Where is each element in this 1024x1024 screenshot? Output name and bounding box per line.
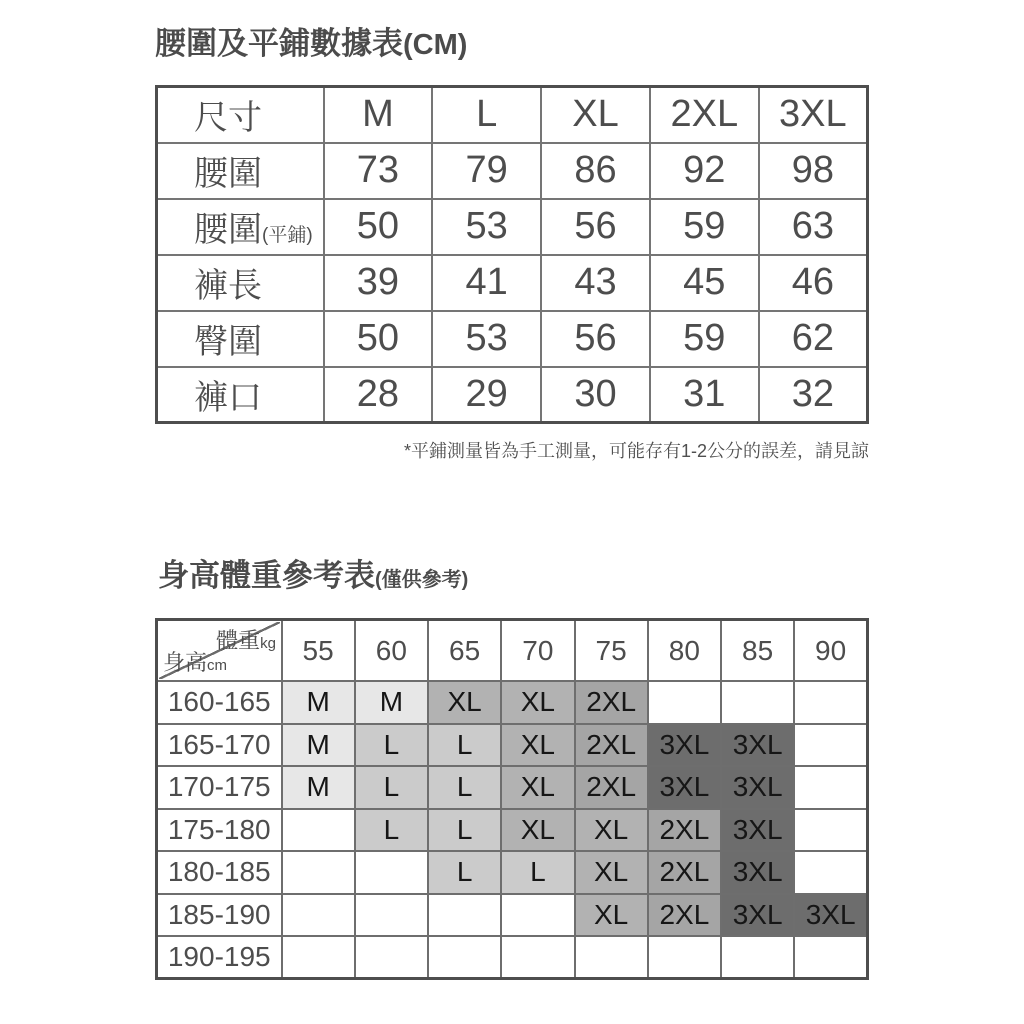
size-column-header: 2XL [650, 87, 759, 143]
size-column-header: M [324, 87, 433, 143]
recommended-size-cell: L [355, 766, 428, 809]
recommended-size-cell: L [355, 724, 428, 767]
empty-size-cell [428, 894, 501, 937]
empty-size-cell [794, 809, 867, 852]
height-row-label: 180-185 [157, 851, 282, 894]
empty-size-cell [282, 851, 355, 894]
measurement-value-cell: 59 [650, 311, 759, 367]
corner-cell [157, 620, 282, 682]
measurement-value-cell: 92 [650, 143, 759, 199]
empty-size-cell [428, 936, 501, 979]
height-row-label: 175-180 [157, 809, 282, 852]
recommended-size-cell: XL [501, 766, 574, 809]
recommended-size-cell: XL [501, 681, 574, 724]
measurement-value-cell: 56 [541, 311, 650, 367]
recommended-size-cell: 2XL [575, 724, 648, 767]
empty-size-cell [794, 681, 867, 724]
recommended-size-cell: L [501, 851, 574, 894]
measurement-value-cell: 62 [759, 311, 868, 367]
recommended-size-cell: 3XL [721, 809, 794, 852]
measurement-value-cell: 79 [432, 143, 541, 199]
measurement-value-cell: 86 [541, 143, 650, 199]
weight-column-header: 65 [428, 620, 501, 682]
diagonal-divider [159, 622, 280, 679]
recommended-size-cell: L [355, 809, 428, 852]
weight-column-header: 75 [575, 620, 648, 682]
measurement-value-cell: 63 [759, 199, 868, 255]
empty-size-cell [794, 936, 867, 979]
reference-table-title [158, 559, 468, 593]
empty-size-cell [721, 936, 794, 979]
recommended-size-cell: 3XL [721, 851, 794, 894]
empty-size-cell [794, 724, 867, 767]
size-measurement-table-body [157, 87, 868, 423]
empty-size-cell [794, 851, 867, 894]
recommended-size-cell: 2XL [648, 894, 721, 937]
weight-column-header: 70 [501, 620, 574, 682]
size-table-title-unit: (CM) [403, 29, 468, 61]
recommended-size-cell: 3XL [648, 724, 721, 767]
recommended-size-cell: M [282, 724, 355, 767]
measurement-value-cell: 53 [432, 311, 541, 367]
size-column-header: L [432, 87, 541, 143]
empty-size-cell [721, 681, 794, 724]
size-table-row [157, 311, 868, 367]
reference-table-row [157, 936, 868, 979]
height-row-label: 190-195 [157, 936, 282, 979]
measurement-value-cell: 56 [541, 199, 650, 255]
recommended-size-cell: 2XL [575, 681, 648, 724]
measurement-row-label: 腰圍(平鋪) [157, 199, 324, 255]
size-table-row [157, 367, 868, 423]
reference-table-row [157, 724, 868, 767]
empty-size-cell [355, 894, 428, 937]
recommended-size-cell: L [428, 809, 501, 852]
measurement-value-cell: 41 [432, 255, 541, 311]
empty-size-cell [575, 936, 648, 979]
measurement-footnote: *平鋪測量皆為手工測量，可能存有1-2公分的誤差，請見諒 [403, 441, 869, 461]
measurement-value-cell: 73 [324, 143, 433, 199]
recommended-size-cell: XL [501, 809, 574, 852]
recommended-size-cell: L [428, 724, 501, 767]
recommended-size-cell: M [355, 681, 428, 724]
size-table-title-text: 腰圍及平鋪數據表 [155, 26, 403, 61]
size-measurement-table [155, 85, 869, 424]
measurement-value-cell: 39 [324, 255, 433, 311]
measurement-value-cell: 28 [324, 367, 433, 423]
recommended-size-cell: 3XL [648, 766, 721, 809]
size-table-header-row [157, 87, 868, 143]
empty-size-cell [282, 809, 355, 852]
reference-table-title-text: 身高體重參考表 [158, 558, 375, 593]
size-table-row [157, 255, 868, 311]
empty-size-cell [501, 936, 574, 979]
height-row-label: 185-190 [157, 894, 282, 937]
measurement-value-cell: 46 [759, 255, 868, 311]
size-table-title [155, 27, 467, 62]
measurement-row-label: 褲長 [157, 255, 324, 311]
size-table-row [157, 199, 868, 255]
measurement-value-cell: 59 [650, 199, 759, 255]
weight-column-header: 80 [648, 620, 721, 682]
measurement-value-cell: 53 [432, 199, 541, 255]
weight-column-header: 60 [355, 620, 428, 682]
recommended-size-cell: M [282, 766, 355, 809]
size-column-header: XL [541, 87, 650, 143]
measurement-value-cell: 50 [324, 199, 433, 255]
empty-size-cell [282, 894, 355, 937]
recommended-size-cell: XL [575, 851, 648, 894]
size-table-row [157, 143, 868, 199]
recommended-size-cell: 2XL [648, 851, 721, 894]
measurement-value-cell: 98 [759, 143, 868, 199]
empty-size-cell [355, 936, 428, 979]
recommended-size-cell: XL [501, 724, 574, 767]
empty-size-cell [794, 766, 867, 809]
recommended-size-cell: L [428, 851, 501, 894]
measurement-value-cell: 30 [541, 367, 650, 423]
height-weight-reference-table [155, 618, 869, 980]
recommended-size-cell: 3XL [794, 894, 867, 937]
recommended-size-cell: 3XL [721, 894, 794, 937]
weight-column-header: 85 [721, 620, 794, 682]
reference-table-row [157, 809, 868, 852]
measurement-row-label: 臀圍 [157, 311, 324, 367]
empty-size-cell [648, 681, 721, 724]
height-row-label: 165-170 [157, 724, 282, 767]
weight-column-header: 55 [282, 620, 355, 682]
measurement-value-cell: 32 [759, 367, 868, 423]
empty-size-cell [355, 851, 428, 894]
size-column-header: 3XL [759, 87, 868, 143]
measurement-value-cell: 31 [650, 367, 759, 423]
recommended-size-cell: 3XL [721, 724, 794, 767]
recommended-size-cell: 3XL [721, 766, 794, 809]
reference-table-body [157, 620, 868, 979]
recommended-size-cell: XL [428, 681, 501, 724]
reference-table-row [157, 894, 868, 937]
reference-table-title-note: (僅供參考) [375, 569, 469, 591]
weight-column-header: 90 [794, 620, 867, 682]
height-row-label: 160-165 [157, 681, 282, 724]
empty-size-cell [648, 936, 721, 979]
measurement-value-cell: 43 [541, 255, 650, 311]
reference-table-header-row [157, 620, 868, 682]
recommended-size-cell: XL [575, 809, 648, 852]
empty-size-cell [501, 894, 574, 937]
recommended-size-cell: 2XL [648, 809, 721, 852]
size-column-corner-header: 尺寸 [157, 87, 324, 143]
measurement-row-label: 褲口 [157, 367, 324, 423]
measurement-row-label: 腰圍 [157, 143, 324, 199]
measurement-value-cell: 50 [324, 311, 433, 367]
recommended-size-cell: 2XL [575, 766, 648, 809]
height-row-label: 170-175 [157, 766, 282, 809]
reference-table-row [157, 681, 868, 724]
measurement-value-cell: 29 [432, 367, 541, 423]
measurement-value-cell: 45 [650, 255, 759, 311]
reference-table-row [157, 766, 868, 809]
height-axis-label: 身高cm [163, 650, 228, 675]
recommended-size-cell: XL [575, 894, 648, 937]
recommended-size-cell: L [428, 766, 501, 809]
empty-size-cell [282, 936, 355, 979]
recommended-size-cell: M [282, 681, 355, 724]
reference-table-row [157, 851, 868, 894]
weight-axis-label: 體重kg [216, 628, 276, 653]
